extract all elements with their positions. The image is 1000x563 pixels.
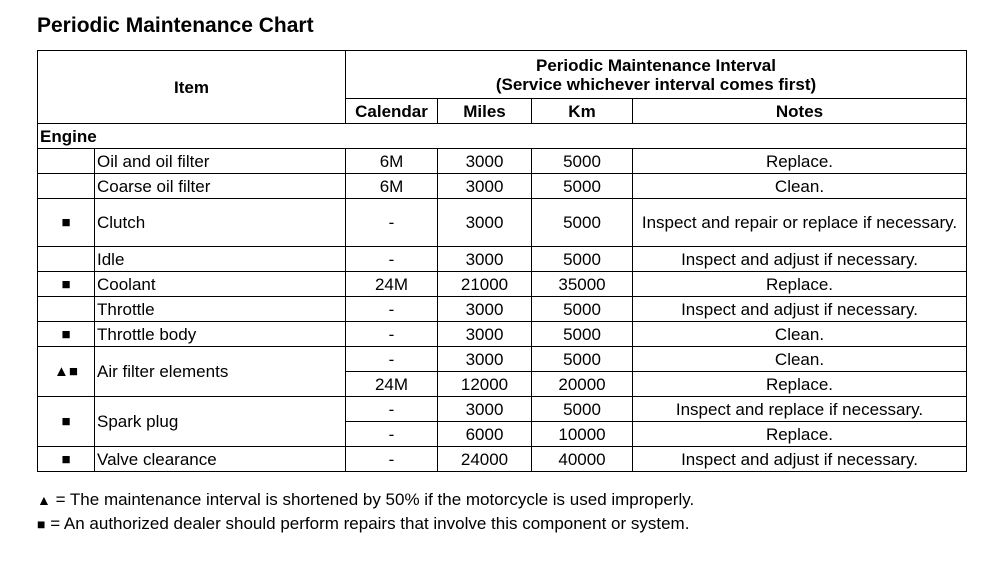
notes-cell: Inspect and adjust if necessary.: [633, 247, 967, 272]
item-name: Spark plug: [95, 397, 346, 447]
item-name: Coarse oil filter: [95, 174, 346, 199]
miles-cell: 3000: [438, 149, 532, 174]
item-name: Clutch: [95, 199, 346, 247]
item-symbol: ■: [38, 322, 95, 347]
header-interval-line2: (Service whichever interval comes first): [495, 74, 817, 94]
miles-cell: 3000: [438, 322, 532, 347]
legend-square-text: = An authorized dealer should perform repairs that involve this component or system.: [45, 514, 690, 533]
item-name: Oil and oil filter: [95, 149, 346, 174]
table-row: [38, 247, 967, 272]
notes-cell: Inspect and replace if necessary.: [633, 397, 967, 422]
triangle-icon: ▲: [37, 492, 51, 508]
maintenance-table: [37, 50, 967, 472]
legend-triangle: [37, 489, 694, 511]
calendar-cell: 24M: [346, 272, 438, 297]
calendar-cell: 6M: [346, 149, 438, 174]
item-name: Valve clearance: [95, 447, 346, 472]
km-cell: 5000: [532, 322, 633, 347]
km-cell: 5000: [532, 347, 633, 372]
table-body: [38, 124, 967, 472]
km-cell: 5000: [532, 297, 633, 322]
table-row: [38, 397, 967, 422]
miles-cell: 12000: [438, 372, 532, 397]
calendar-cell: 24M: [346, 372, 438, 397]
miles-cell: 3000: [438, 347, 532, 372]
header-miles: Miles: [438, 99, 532, 124]
notes-cell: Clean.: [633, 347, 967, 372]
item-name: Coolant: [95, 272, 346, 297]
table-row: [38, 149, 967, 174]
calendar-cell: -: [346, 397, 438, 422]
item-symbol: [38, 297, 95, 322]
item-symbol: [38, 247, 95, 272]
item-name: Idle: [95, 247, 346, 272]
table-row: [38, 297, 967, 322]
header-km: Km: [532, 99, 633, 124]
calendar-cell: -: [346, 447, 438, 472]
item-symbol: ■: [38, 272, 95, 297]
header-interval-line1: Periodic Maintenance Interval: [536, 55, 776, 75]
miles-cell: 6000: [438, 422, 532, 447]
item-name: Throttle body: [95, 322, 346, 347]
calendar-cell: -: [346, 347, 438, 372]
miles-cell: 3000: [438, 297, 532, 322]
table-row: [38, 347, 967, 372]
calendar-cell: 6M: [346, 174, 438, 199]
table-row: [38, 272, 967, 297]
km-cell: 35000: [532, 272, 633, 297]
miles-cell: 3000: [438, 397, 532, 422]
miles-cell: 3000: [438, 174, 532, 199]
km-cell: 5000: [532, 247, 633, 272]
header-interval: [346, 51, 967, 99]
notes-cell: Inspect and adjust if necessary.: [633, 447, 967, 472]
table-row: [38, 199, 967, 247]
item-name: Throttle: [95, 297, 346, 322]
legend-triangle-text: = The maintenance interval is shortened by 50% if the motorcycle is used improperly.: [50, 490, 695, 509]
item-symbol: [38, 149, 95, 174]
calendar-cell: -: [346, 199, 438, 247]
item-symbol: ■: [38, 447, 95, 472]
km-cell: 20000: [532, 372, 633, 397]
km-cell: 5000: [532, 149, 633, 174]
item-symbol: [38, 174, 95, 199]
section-engine: Engine: [38, 124, 967, 149]
notes-cell: Replace.: [633, 149, 967, 174]
legend-square: [37, 513, 689, 535]
notes-cell: Inspect and adjust if necessary.: [633, 297, 967, 322]
item-symbol: ■: [38, 199, 95, 247]
notes-cell: Inspect and repair or replace if necessary.: [633, 199, 967, 247]
km-cell: 10000: [532, 422, 633, 447]
table-row: [38, 447, 967, 472]
notes-cell: Replace.: [633, 422, 967, 447]
miles-cell: 21000: [438, 272, 532, 297]
calendar-cell: -: [346, 297, 438, 322]
item-name: Air filter elements: [95, 347, 346, 397]
item-symbol: ■: [38, 397, 95, 447]
header-item: Item: [38, 51, 346, 124]
notes-cell: Replace.: [633, 272, 967, 297]
notes-cell: Clean.: [633, 174, 967, 199]
km-cell: 5000: [532, 199, 633, 247]
miles-cell: 3000: [438, 199, 532, 247]
km-cell: 5000: [532, 397, 633, 422]
notes-cell: Clean.: [633, 322, 967, 347]
km-cell: 40000: [532, 447, 633, 472]
page-title: Periodic Maintenance Chart: [37, 14, 314, 37]
km-cell: 5000: [532, 174, 633, 199]
header-calendar: Calendar: [346, 99, 438, 124]
table-row: [38, 322, 967, 347]
table-row: [38, 174, 967, 199]
miles-cell: 3000: [438, 247, 532, 272]
calendar-cell: -: [346, 422, 438, 447]
notes-cell: Replace.: [633, 372, 967, 397]
item-symbol: ▲■: [38, 347, 95, 397]
calendar-cell: -: [346, 322, 438, 347]
calendar-cell: -: [346, 247, 438, 272]
header-notes: Notes: [633, 99, 967, 124]
miles-cell: 24000: [438, 447, 532, 472]
square-icon: ■: [37, 516, 46, 532]
